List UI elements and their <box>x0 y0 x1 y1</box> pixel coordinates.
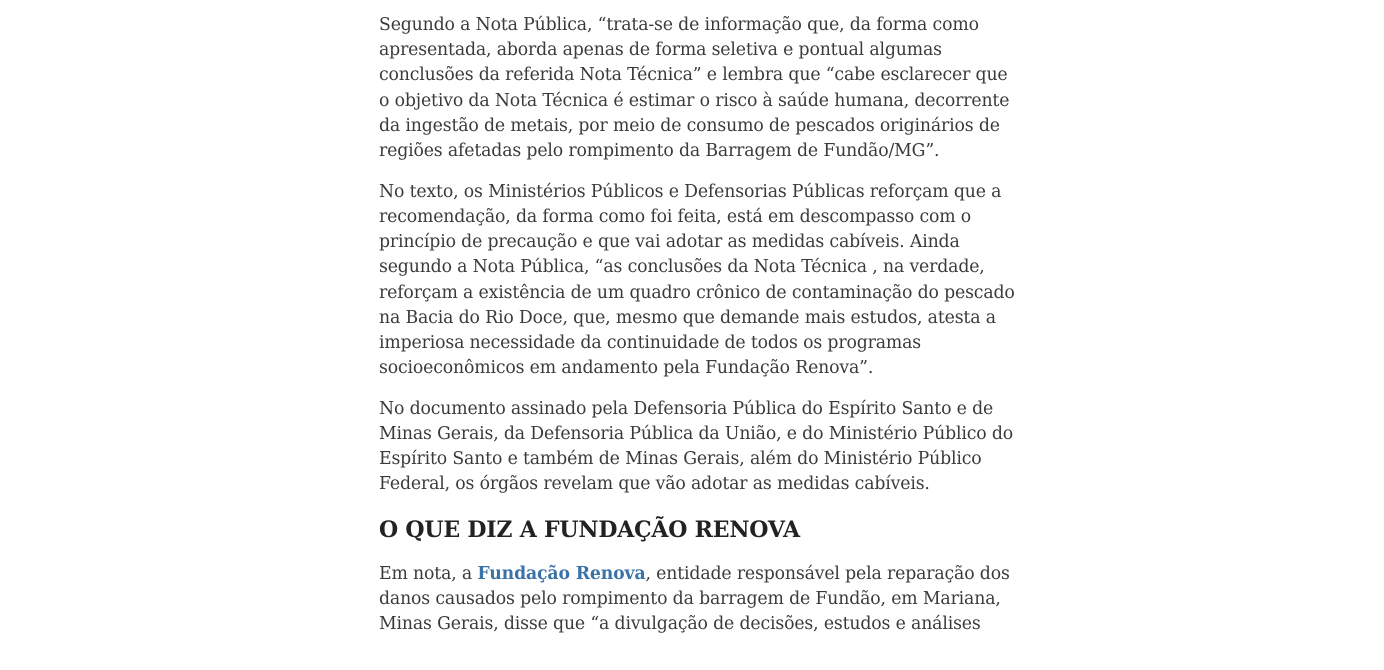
article-paragraph: No documento assinado pela Defensoria Pública do Espírito Santo e de Minas Gerais, da Defensoria Pública da União, e do Ministério Público do Espírito Santo e também de Minas Gerais, além do Ministério Público Federal, os órgãos revelam que vão adotar as medidas cabíveis. <box>379 398 1014 495</box>
article-paragraph: No texto, os Ministérios Públicos e Defensorias Públicas reforçam que a recomendação, da forma como foi feita, está em descompasso com o princípio de precaução e que vai adotar as medidas cabíveis. Ainda segundo a Nota Pública, “as conclusões da Nota Técnica , na verdade, reforçam a existência de um quadro crônico de contaminação do pescado na Bacia do Rio Doce, que, mesmo que demande mais estudos, atesta a imperiosa necessidade da continuidade de todos os programas socioeconômicos em andamento pela Fundação Renova”. <box>379 181 1015 379</box>
article-paragraph: Segundo a Nota Pública, “trata-se de informação que, da forma como apresentada, aborda apenas de forma seletiva e pontual algumas conclusões da referida Nota Técnica” e lembra que “cabe esclarecer que o objetivo da Nota Técnica é estimar o risco à saúde humana, decorrente da ingestão de metais, por meio de consumo de pescados originários de regiões afetadas pelo rompimento da Barragem de Fundão/MG”. <box>379 15 1010 162</box>
paragraph-text-suffix: , entidade responsável pela reparação dos danos causados pelo rompimento da barragem de Fundão, em Mariana, Minas Gerais, disse que “a divulgação de decisões, estudos e análises <box>379 563 1010 635</box>
paragraph-text-prefix: Em nota, a <box>379 563 478 584</box>
article-body <box>379 13 1019 653</box>
section-heading: O QUE DIZ A FUNDAÇÃO RENOVA <box>379 516 800 543</box>
fundacao-renova-link[interactable]: Fundação Renova <box>477 563 646 584</box>
article-paragraph <box>379 562 1019 638</box>
